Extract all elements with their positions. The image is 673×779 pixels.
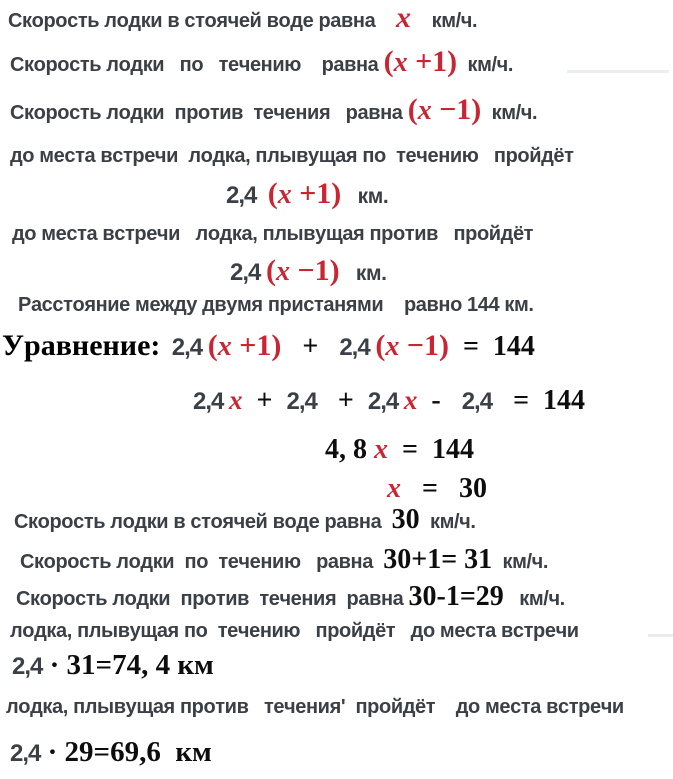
statement-upstream-speed-seg-1: ( <box>407 93 418 126</box>
statement-downstream-speed-seg-3: +1) <box>407 45 458 78</box>
equation-line <box>2 331 535 361</box>
distance-downstream-expression-seg-2: x <box>277 179 292 210</box>
distance-downstream-expression-seg-4: км. <box>341 185 389 208</box>
equation-simplified-seg-0: 4, 8 <box>325 434 374 465</box>
distance-downstream-expression-seg-3: +1) <box>291 177 342 210</box>
distance-downstream-expression <box>226 179 388 209</box>
statement-downstream-speed-seg-0: Скорость лодки по течению равна <box>10 54 384 76</box>
equation-expanded <box>193 387 585 415</box>
distance-downstream-expression-seg-0: 2,4 <box>226 182 268 209</box>
equation-expanded-seg-3: 2,4 <box>286 388 317 415</box>
equation-line-seg-10: = 144 <box>448 331 535 362</box>
total-distance-statement <box>18 295 534 315</box>
answer-upstream-speed <box>16 583 565 611</box>
solution-x-value <box>387 475 487 503</box>
equation-line-seg-5: + <box>281 331 340 362</box>
statement-downstream-speed-seg-4: км/ч. <box>457 54 513 76</box>
distance-upstream-expression-seg-3: −1) <box>290 254 340 287</box>
equation-line-seg-3: x <box>217 331 232 362</box>
answer-still-water-speed-seg-1: 30 <box>391 504 420 535</box>
distance-downstream-expression-seg-1: ( <box>267 177 278 210</box>
statement-downstream-speed-seg-2: x <box>393 47 408 78</box>
statement-still-water-speed-seg-2: x <box>395 1 411 34</box>
equation-expanded-seg-5: 2,4 <box>367 388 404 415</box>
answer-still-water-speed-seg-0: Скорость лодки в стоячей воде равна <box>14 511 392 533</box>
distance-upstream-label <box>12 224 533 244</box>
statement-still-water-speed <box>8 3 477 33</box>
equation-simplified-seg-2: = 144 <box>388 434 474 465</box>
distance-upstream-label-seg-0: до места встречи лодка, плывущая против пройдёт <box>12 223 534 245</box>
result-upstream-label <box>6 697 624 717</box>
answer-downstream-speed-seg-2: км/ч. <box>492 551 549 573</box>
equation-expanded-seg-2: + <box>242 385 287 416</box>
equation-simplified-seg-1: x <box>374 434 388 465</box>
answer-upstream-speed-seg-0: Скорость лодки против течения равна <box>16 588 409 610</box>
result-upstream-distance-seg-0: 2,4 <box>10 740 41 767</box>
equation-line-seg-0: Уравнение: <box>2 329 161 362</box>
faint-underline-artifact <box>567 70 669 73</box>
statement-downstream-speed <box>10 47 513 77</box>
equation-expanded-seg-0: 2,4 <box>193 388 230 415</box>
answer-upstream-speed-seg-2: км/ч. <box>503 588 565 610</box>
equation-line-seg-9: −1) <box>399 329 449 362</box>
distance-upstream-expression-seg-2: x <box>276 256 291 287</box>
answer-downstream-speed-seg-1: 30+1= 31 <box>383 544 493 575</box>
statement-still-water-speed-seg-0: Скорость лодки в стоячей воде равна <box>8 10 376 32</box>
distance-upstream-expression-seg-1: ( <box>266 254 277 287</box>
distance-upstream-expression-seg-0: 2,4 <box>230 259 267 286</box>
result-upstream-label-seg-0: лодка, плывущая против течения' пройдёт до места встречи <box>6 696 624 718</box>
equation-line-seg-1: 2,4 <box>160 334 208 361</box>
equation-expanded-seg-6: x <box>403 385 418 415</box>
statement-still-water-speed-seg-1 <box>375 10 396 32</box>
answer-downstream-speed <box>20 546 548 574</box>
equation-expanded-seg-9: = 144 <box>492 385 586 416</box>
equation-expanded-seg-4: + <box>316 385 368 416</box>
result-downstream-distance-seg-0: 2,4 <box>12 653 43 680</box>
equation-expanded-seg-7: - <box>417 385 462 416</box>
equation-simplified <box>325 436 474 464</box>
answer-still-water-speed <box>14 506 475 534</box>
solution-x-value-seg-0: x <box>387 473 401 504</box>
equation-line-seg-4: +1) <box>231 329 282 362</box>
statement-upstream-speed <box>10 95 537 125</box>
equation-line-seg-8: x <box>385 331 400 362</box>
result-downstream-distance-seg-1: · 31=74, 4 км <box>42 649 214 681</box>
statement-still-water-speed-seg-3: км/ч. <box>410 10 478 32</box>
equation-line-seg-2: ( <box>207 329 218 362</box>
statement-upstream-speed-seg-3: −1) <box>431 93 482 126</box>
equation-expanded-seg-8: 2,4 <box>461 388 493 415</box>
result-downstream-label <box>10 621 579 641</box>
answer-upstream-speed-seg-1: 30-1=29 <box>408 581 504 612</box>
statement-downstream-speed-seg-1: ( <box>383 45 394 78</box>
equation-line-seg-7: ( <box>375 329 386 362</box>
total-distance-statement-seg-0: Расстояние между двумя пристанями равно 144 км. <box>18 294 534 316</box>
faint-dash-artifact <box>648 634 673 637</box>
statement-upstream-speed-seg-0: Скорость лодки против течения равна <box>10 102 408 124</box>
equation-expanded-seg-1: x <box>229 385 243 415</box>
result-downstream-distance <box>12 651 214 680</box>
statement-upstream-speed-seg-2: x <box>417 95 432 126</box>
distance-downstream-label-seg-0: до места встречи лодка, плывущая по течению пройдёт <box>10 145 574 167</box>
answer-downstream-speed-seg-0: Скорость лодки по течению равна <box>20 551 384 573</box>
distance-upstream-expression <box>230 256 387 286</box>
distance-downstream-label <box>10 146 574 166</box>
solution-x-value-seg-1: = 30 <box>401 473 487 504</box>
result-downstream-label-seg-0: лодка, плывущая по течению пройдёт до места встречи <box>10 620 579 642</box>
result-upstream-distance <box>10 738 212 767</box>
equation-line-seg-6: 2,4 <box>339 334 376 361</box>
distance-upstream-expression-seg-4: км. <box>339 262 387 285</box>
result-upstream-distance-seg-1: · 29=69,6 км <box>40 736 212 768</box>
answer-still-water-speed-seg-2: км/ч. <box>419 511 476 533</box>
statement-upstream-speed-seg-4: км/ч. <box>481 102 538 124</box>
